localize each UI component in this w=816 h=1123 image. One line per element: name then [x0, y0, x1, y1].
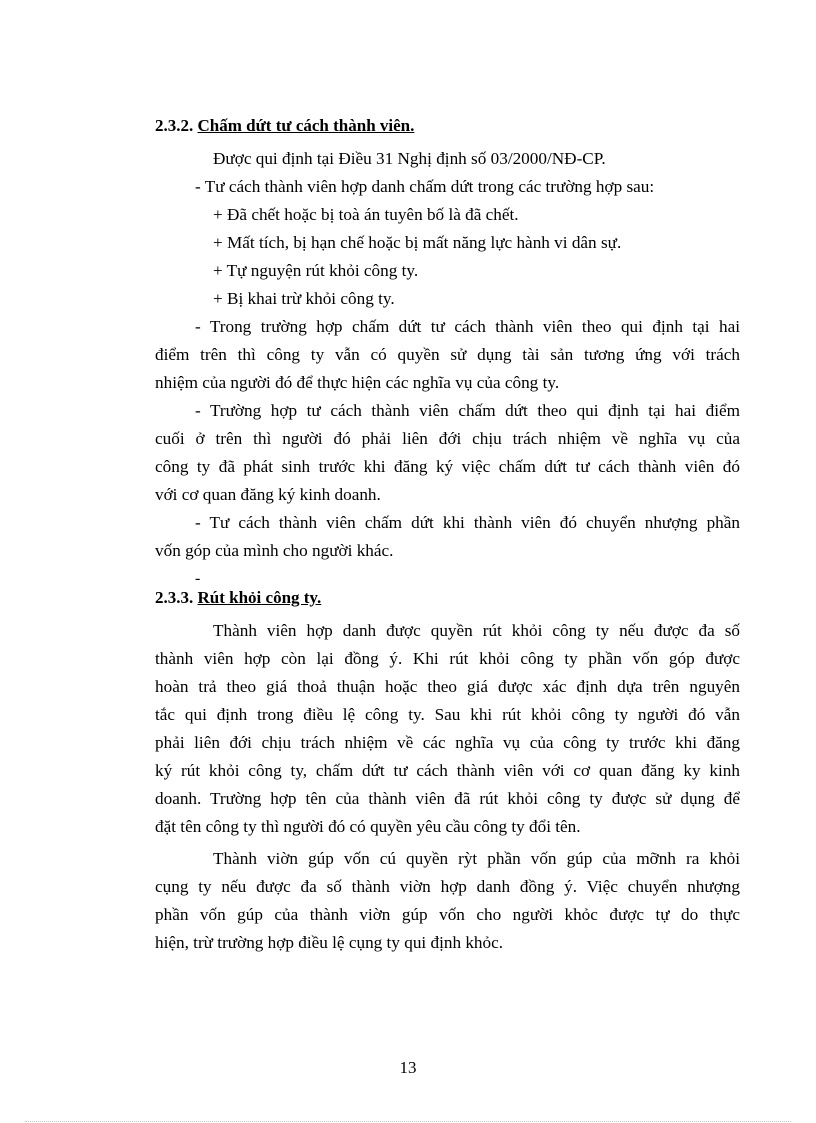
paragraph-line: tắc qui định trong điều lệ công ty. Sau khi rút khỏi công ty người đó vẫn	[155, 705, 740, 724]
paragraph-line: vốn góp của mình cho người khác.	[155, 541, 394, 560]
paragraph-line: - Tư cách thành viên chấm dứt khi thành viên đó chuyển nhượng phần	[195, 513, 740, 532]
paragraph-line: điểm trên thì công ty vẫn có quyền sử dụng tài sản tương ứng với trách	[155, 345, 740, 364]
section-number: 2.3.3.	[155, 588, 194, 607]
paragraph-line: cụng ty nếu được đa số thành viờn hợp danh đồng ý. Việc chuyển nhượng	[155, 877, 740, 896]
section-title: Rút khỏi công ty.	[197, 588, 322, 607]
list-item: + Đã chết hoặc bị toà án tuyên bố là đã chết.	[213, 205, 519, 224]
paragraph-line: doanh. Trường hợp tên của thành viên đã rút khỏi công ty được sử dụng để	[155, 789, 740, 808]
paragraph-line: phần vốn gúp của thành viờn gúp vốn cho người khỏc được tự do thực	[155, 905, 740, 924]
paragraph-line: công ty đã phát sinh trước khi đăng ký việc chấm dứt tư cách thành viên đó	[155, 457, 740, 476]
section-heading-2-3-2	[155, 116, 414, 136]
paragraph-line: cuối ở trên thì người đó phải liên đới chịu trách nhiệm về nghĩa vụ của	[155, 429, 740, 448]
section-heading-2-3-3	[155, 588, 321, 608]
paragraph-line: hiện, trừ trường hợp điều lệ cụng ty qui định khỏc.	[155, 933, 504, 952]
paragraph-line: ký rút khỏi công ty, chấm dứt tư cách thành viên với cơ quan đăng ky kinh	[155, 761, 740, 780]
section-title: Chấm dứt tư cách thành viên.	[197, 116, 415, 135]
paragraph-line: - Trường hợp tư cách thành viên chấm dứt theo qui định tại hai điểm	[195, 401, 740, 420]
stray-dash: -	[195, 570, 201, 587]
paragraph-line: thành viên hợp còn lại đồng ý. Khi rút khỏi công ty phần vốn góp được	[155, 649, 740, 668]
paragraph-line: - Tư cách thành viên hợp danh chấm dứt trong các trường hợp sau:	[195, 177, 655, 196]
paragraph-line: Được qui định tại Điều 31 Nghị định số 03/2000/NĐ-CP.	[213, 149, 606, 168]
paragraph-line: phải liên đới chịu trách nhiệm về các nghĩa vụ của công ty trước khi đăng	[155, 733, 740, 752]
list-item: + Tự nguyện rút khỏi công ty.	[213, 261, 419, 280]
paragraph-line: hoàn trả theo giá thoả thuận hoặc theo giá được xác định dựa trên nguyên	[155, 677, 740, 696]
paragraph-line: Thành viờn gúp vốn cú quyền rỳt phần vốn gúp của mỡnh ra khỏi	[213, 849, 740, 868]
list-item: + Bị khai trừ khỏi công ty.	[213, 289, 395, 308]
list-item: + Mất tích, bị hạn chế hoặc bị mất năng lực hành vi dân sự.	[213, 233, 622, 252]
paragraph-line: nhiệm của người đó để thực hiện các nghĩa vụ của công ty.	[155, 373, 560, 392]
paragraph-line: - Trong trường hợp chấm dứt tư cách thành viên theo qui định tại hai	[195, 317, 740, 336]
page-bottom-divider	[25, 1121, 791, 1122]
paragraph-line: Thành viên hợp danh được quyền rút khỏi công ty nếu được đa số	[213, 621, 740, 640]
paragraph-line: với cơ quan đăng ký kinh doanh.	[155, 485, 381, 504]
page-number: 13	[399, 1058, 417, 1077]
paragraph-line: đặt tên công ty thì người đó có quyền yêu cầu công ty đổi tên.	[155, 817, 581, 836]
section-number: 2.3.2.	[155, 116, 194, 135]
